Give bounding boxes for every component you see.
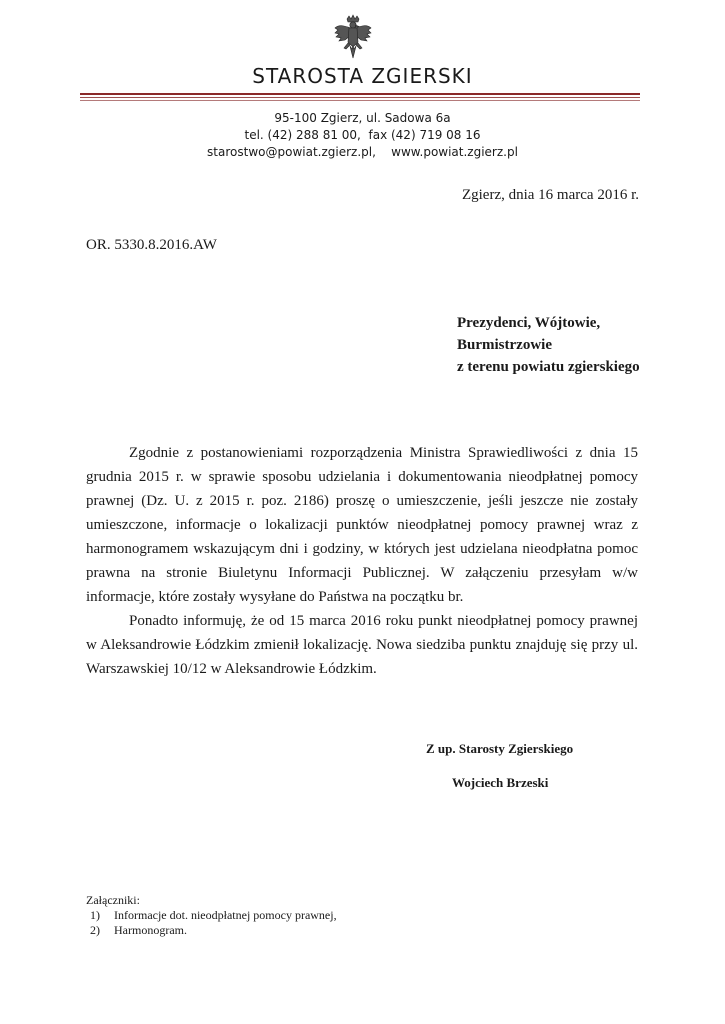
recipient-line: z terenu powiatu zgierskiego [457, 359, 640, 375]
eagle-emblem-icon [333, 14, 373, 60]
recipient-line: Prezydenci, Wójtowie, [457, 315, 601, 331]
signature-name: Wojciech Brzeski [452, 775, 549, 790]
signature-role: Z up. Starosty Zgierskiego [426, 741, 574, 756]
attachment-text: Informacje dot. nieodpłatnej pomocy prawnej, [114, 908, 337, 922]
attachment-item [90, 908, 337, 923]
header-rule-bottom [80, 100, 640, 101]
recipient-block [457, 312, 640, 378]
attachments-heading: Załączniki: [86, 893, 140, 907]
attachment-number: 1) [90, 908, 100, 922]
place-date: Zgierz, dnia 16 marca 2016 r. [461, 187, 639, 203]
recipient-line: Burmistrzowie [457, 337, 552, 353]
attachment-number: 2) [90, 923, 100, 937]
letter-body [86, 441, 638, 681]
body-paragraph: Ponadto informuję, że od 15 marca 2016 roku punkt nieodpłatnej pomocy prawnej w Aleksandrowie Łódzkim zmienił lokalizację. Nowa siedziba punktu znajduję się przy ul. Warszawskiej 10/12 w Aleksandrowie Łódzkim. [86, 613, 638, 677]
address-line: 95-100 Zgierz, ul. Sadowa 6a [274, 111, 451, 125]
attachment-text: Harmonogram. [114, 923, 187, 937]
attachments-block [86, 893, 337, 938]
attachment-item [90, 923, 337, 938]
header-rule-middle [80, 97, 640, 98]
phone-fax-line: tel. (42) 288 81 00, fax (42) 719 08 16 [244, 128, 481, 142]
attachments-list [86, 908, 337, 938]
org-title: STAROSTA ZGIERSKI [252, 64, 473, 88]
reference-number: OR. 5330.8.2016.AW [86, 237, 217, 253]
email-web-line: starostwo@powiat.zgierz.pl, www.powiat.zgierz.pl [207, 145, 518, 159]
header-rule-top [80, 93, 640, 95]
body-paragraph: Zgodnie z postanowieniami rozporządzenia Ministra Sprawiedliwości z dnia 15 grudnia 2015 r. w sprawie sposobu udzielania i dokumentowania nieodpłatnej pomocy prawnej (Dz. U. z 2015 r. poz. 2186) proszę o umieszczenie, jeśli jeszcze nie zostały umieszczone, informacje o lokalizacji punktów nieodpłatnej pomocy prawnej wraz z harmonogramem wskazującym dni i godziny, w których jest udzielana nieodpłatna pomoc prawna na stronie Biuletynu Informacji Publicznej. W załączeniu przesyłam w/w informacje, które zostały wysyłane do Państwa na początku br. [86, 445, 638, 605]
